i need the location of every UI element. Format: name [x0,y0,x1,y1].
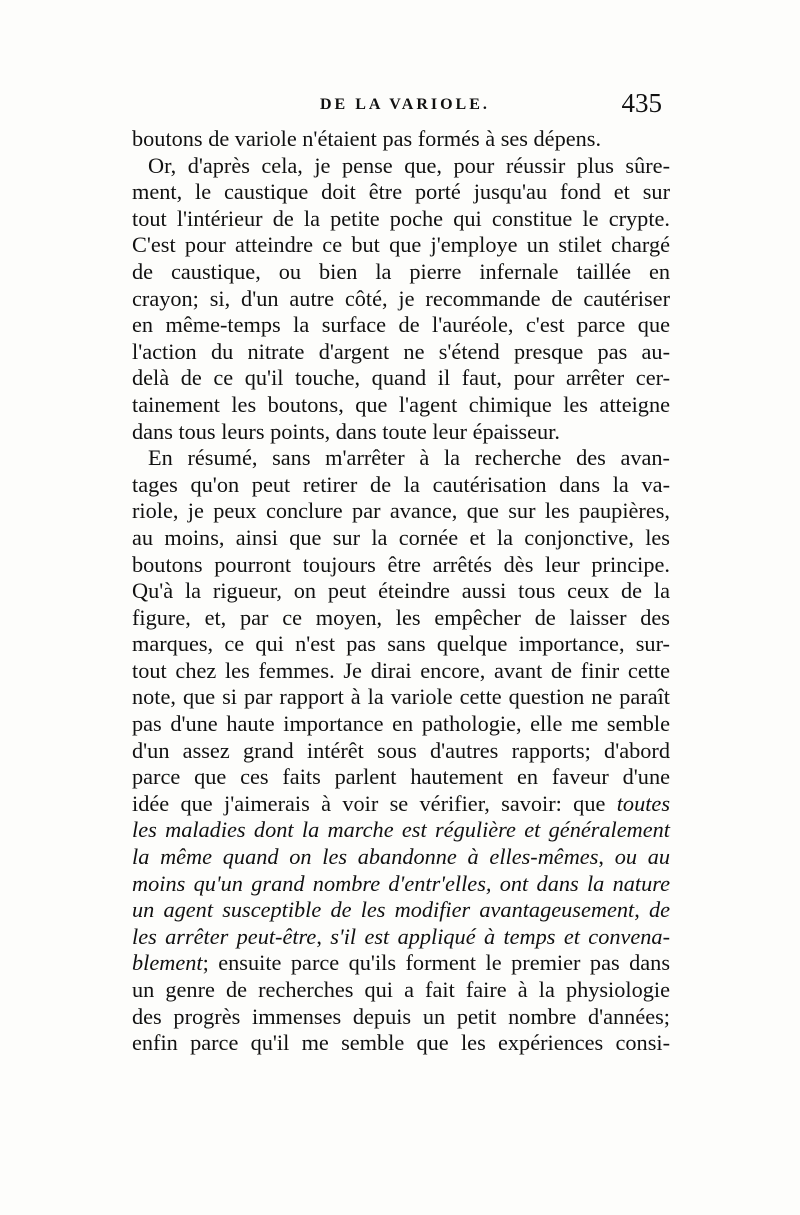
italic-text-run: blement [132,950,203,976]
text-line [132,897,670,924]
text-line [132,950,670,977]
text-run: figure, et, par ce moyen, les empêcher de laisser des [132,604,670,630]
text-line [132,844,670,871]
text-run: idée que j'aimerais à voir se vérifier, savoir: que [132,790,617,816]
text-run: delà de ce qu'il touche, quand il faut, pour arrêter cer- [132,365,670,391]
italic-text-run: les arrêter peut-être [132,923,317,949]
text-run: des progrès immenses depuis un petit nombre d'années; [132,1003,670,1029]
text-line [132,153,670,180]
text-line [132,1030,670,1057]
text-run: Qu'à la rigueur, on peut éteindre aussi tous ceux de la [132,578,670,604]
text-line [132,179,670,206]
text-run: pas d'une haute importance en pathologie, elle me semble [132,711,670,737]
text-line [132,365,670,392]
text-line [132,232,670,259]
text-run: boutons de variole n'étaient pas formés à ses dépens. [132,126,602,151]
text-line [132,339,670,366]
italic-text-run: s'il est appliqué à temps et convena- [330,923,671,949]
page-number: 435 [621,88,662,118]
text-line [132,498,670,525]
text-run: tout l'intérieur de la petite poche qui constitue le crypte. [132,205,670,231]
text-run: En résumé, sans m'arrêter à la recherche des avan- [148,445,670,471]
italic-text-run: toutes [616,790,670,816]
text-line [132,684,670,711]
text-run: tages qu'on peut retirer de la cautérisation dans la va- [132,471,670,497]
running-head: DE LA VARIOLE. [320,96,490,113]
italic-text-run: la même quand on les abandonne à elles-mêmes [132,844,599,870]
text-run: d'un assez grand intérêt sous d'autres rapports; d'abord [132,737,670,763]
text-run: boutons pourront toujours être arrêtés dès leur principe. [132,551,670,577]
text-run: note, que si par rapport à la variole cette question ne paraît [132,684,670,710]
italic-text-run: ou au [614,844,671,870]
text-run: parce que ces faits parlent hautement en faveur d'une [132,764,670,790]
text-run: tout chez les femmes. Je dirai encore, avant de finir cette [132,657,670,683]
text-run: de caustique, ou bien la pierre infernale taillée en [132,258,670,284]
page-header [130,88,670,128]
text-line [132,578,670,605]
text-run: tainement les boutons, que l'agent chimique les atteigne [132,391,670,417]
text-line [132,1004,670,1031]
text-run: , [598,844,615,870]
text-run: , [634,897,649,923]
text-line [132,977,670,1004]
text-line [132,472,670,499]
text-line [132,445,670,472]
text-line [132,286,670,313]
text-line [132,817,670,844]
text-run: enfin parce qu'il me semble que les expériences consi- [132,1030,670,1056]
text-line [132,312,670,339]
text-run: C'est pour atteindre ce but que j'employe un stilet chargé [132,232,670,258]
italic-text-run: les maladies dont la marche est régulière et généralement [132,817,670,843]
text-line [132,419,670,446]
text-line [132,259,670,286]
text-line [132,126,670,153]
italic-text-run: moins qu'un grand nombre d'entr'elles, ont dans la nature [132,870,670,896]
text-run: ; ensuite parce qu'ils forment le premier pas dans [202,950,670,976]
text-run: ment, le caustique doit être porté jusqu'au fond et sur [132,179,670,205]
text-line [132,206,670,233]
text-run: l'action du nitrate d'argent ne s'étend presque pas au- [132,338,670,364]
text-line [132,392,670,419]
text-line [132,525,670,552]
text-line [132,631,670,658]
italic-text-run: un agent susceptible de les modifier avantageusement [132,897,635,923]
text-run: marques, ce qui n'est pas sans quelque importance, sur- [132,631,670,657]
text-line [132,924,670,951]
text-run: , [316,923,331,949]
text-line [132,658,670,685]
text-run: Or, d'après cela, je pense que, pour réussir plus sûre- [148,152,670,178]
italic-text-run: de [648,897,670,923]
text-run: dans tous leurs points, dans toute leur épaisseur. [132,418,560,444]
text-run: un genre de recherches qui a fait faire à la physiologie [132,977,670,1002]
text-line [132,791,670,818]
text-run: crayon; si, d'un autre côté, je recommande de cautériser [132,285,670,311]
text-line [132,871,670,898]
text-run: en même-temps la surface de l'auréole, c'est parce que [132,312,670,338]
text-line [132,738,670,765]
text-run: au moins, ainsi que sur la cornée et la conjonctive, les [132,524,670,550]
text-line [132,711,670,738]
text-run: riole, je peux conclure par avance, que sur les paupières, [132,498,670,524]
text-line [132,605,670,632]
text-line [132,764,670,791]
text-line [132,552,670,579]
body-text [132,126,670,1057]
